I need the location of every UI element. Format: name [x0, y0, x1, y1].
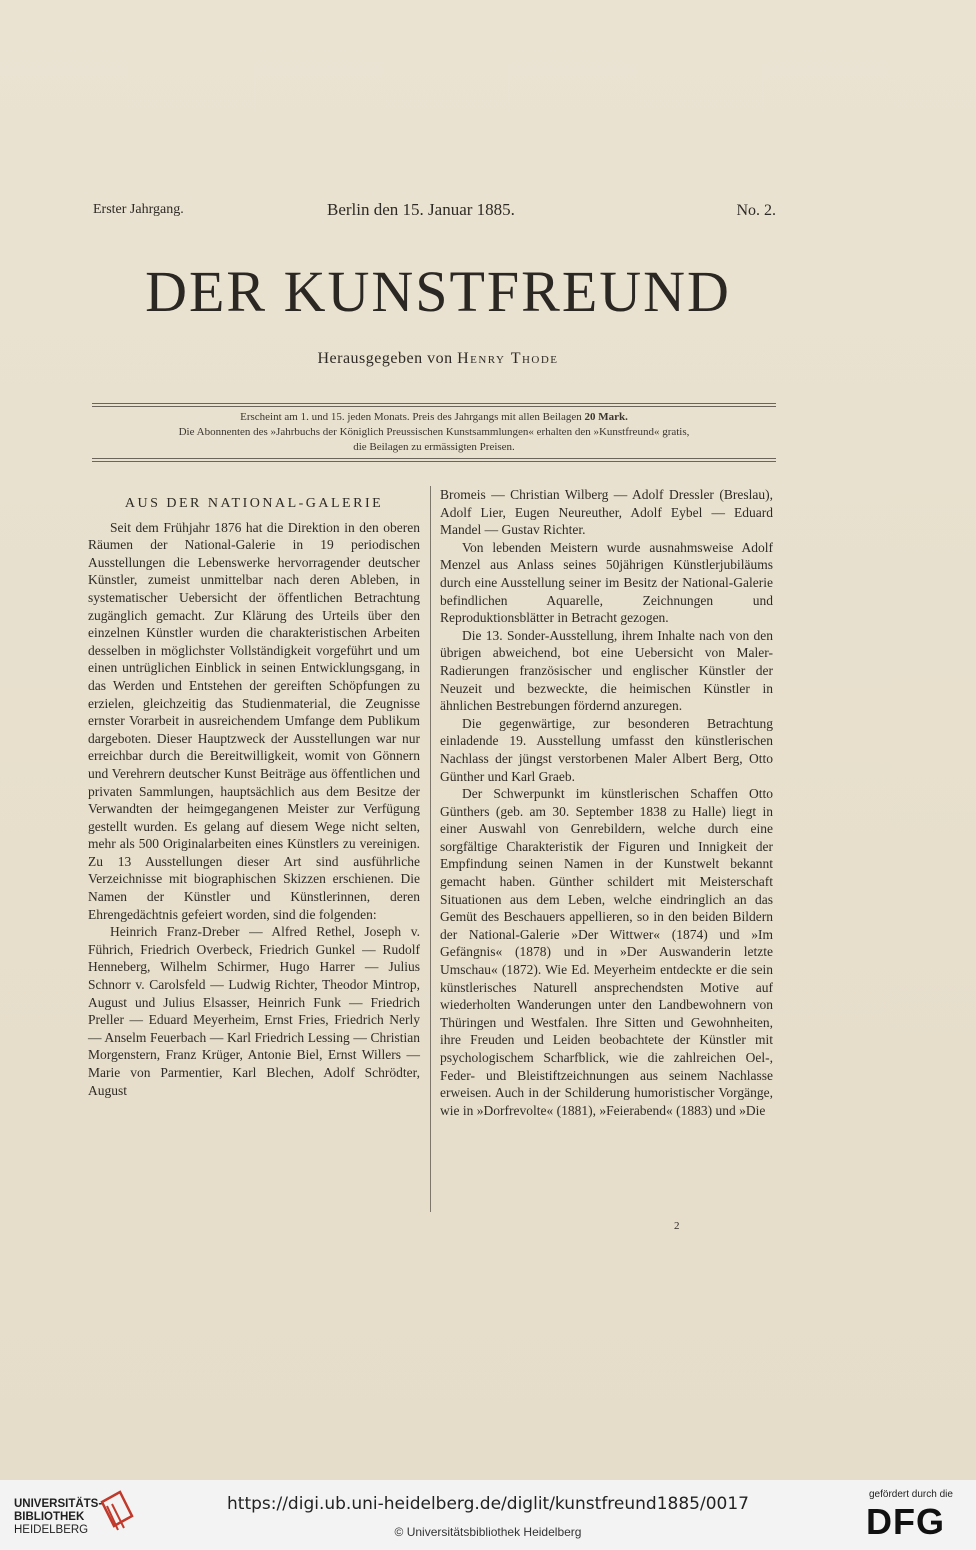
copyright-text: © Universitätsbibliothek Heidelberg [394, 1525, 582, 1539]
paragraph: Die gegenwärtige, zur besonderen Betrachtung einladende 19. Ausstellung umfasst den künstlerischen Nachlass der jüngst verstorbenen Maler Albert Berg, Otto Günther und Karl Graeb. [440, 715, 773, 784]
column-divider [430, 486, 431, 1212]
notice-text: Erscheint am 1. und 15. jeden Monats. Preis des Jahrgangs mit allen Beilagen [240, 411, 582, 423]
paragraph: Die 13. Sonder-Ausstellung, ihrem Inhalte nach von den übrigen abweichend, bot eine Uebersicht von Maler-Radierungen französischer und englischer Künstler der Neuzeit und bezweckte, die heimischen Künstler in ähnlichen Bestrebungen fördernd anzuregen. [440, 627, 773, 714]
subscription-notice [92, 410, 776, 455]
notice-price: 20 Mark. [584, 411, 628, 423]
editor-line [0, 350, 876, 368]
right-column [440, 486, 773, 1119]
dfg-logo: DFG [866, 1501, 945, 1542]
dfg-caption: gefördert durch die [869, 1489, 953, 1500]
library-line-3: HEIDELBERG [14, 1524, 89, 1536]
paragraph: Heinrich Franz-Dreber — Alfred Rethel, Joseph v. Führich, Friedrich Overbeck, Friedrich Gunkel — Rudolf Henneberg, Wilhelm Schirmer, Hugo Harrer — Julius Schnorr v. Carolsfeld — Ludwig Richter, Theodor Mintrop, August und Julius Elsasser, Heinrich Funk — Friedrich Preller — Eduard Meyerheim, Ernst Fries, Friedrich Nerly — Anselm Feuerbach — Karl Friedrich Lessing — Christian Morgenstern, Franz Krüger, Antonie Biel, Ernst Willers — Marie von Parmentier, Karl Blechen, Adolf Schrödter, August [88, 924, 420, 1098]
bottom-rule [92, 458, 776, 459]
page-number: 2 [674, 1220, 680, 1232]
paragraph: Von lebenden Meistern wurde ausnahmsweise Adolf Menzel aus Anlass seines 50jährigen Künstlerjubiläums durch eine Ausstellung seiner im Besitz der National-Galerie befindlichen Aquarelle, Zeichnungen und Reproduktionsblätter in Betracht gezogen. [440, 539, 773, 626]
viewer-footer [0, 1480, 976, 1550]
library-line-1: UNIVERSITÄTS- [14, 1498, 103, 1510]
article-heading: AUS DER NATIONAL-GALERIE [124, 496, 384, 511]
editor-prefix: Herausgegeben von [317, 350, 453, 367]
editor-name: Henry Thode [457, 350, 559, 367]
issue-date: Berlin den 15. Januar 1885. [327, 200, 515, 219]
notice-line-1 [92, 410, 776, 425]
bottom-rule-inner [92, 461, 776, 462]
library-line-2: BIBLIOTHEK [14, 1511, 85, 1523]
paragraph: Bromeis — Christian Wilberg — Adolf Dressler (Breslau), Adolf Lier, Eugen Neureuther, Adolf Eybel — Eduard Mandel — Gustav Richter. [440, 487, 773, 538]
issue-number: No. 2. [736, 202, 776, 219]
top-rule-inner [92, 406, 776, 407]
paragraph: Der Schwerpunkt im künstlerischen Schaffen Otto Günthers (geb. am 30. September 1838 zu Halle) liegt in einer Auswahl von Genrebildern, welche durch eine sorgfältige Charakteristik der Figuren und Innigkeit der Empfindung seinen Namen in der Kunstwelt bekannt gemacht haben. Günther schildert mit Meisterschaft Situationen aus dem Leben, welche eindringlich an das Gemüt des Beschauers appellieren, so in den beiden Bildern der National-Galerie »Der Wittwer« (1874) und »Im Gefängnis« (1878) und in »Der Auswanderin letzte Umschau« (1872). Wie Ed. Meyerheim entdeckte er die sein künstlerisches Naturell ansprechendsten Motive auf wiederholten Wanderungen unter den Landbewohnern von Thüringen und Westfalen. Ihre Sitten und Gewohnheiten, ihre Freuden und Leiden beobachtete der Künstler mit psychologischem Scharfblick, wie die zahlreichen Oel-, Feder- und Bleistiftzeichnungen aus seinem Nachlasse erweisen. Auch in der Schilderung humoristischer Vorgänge, wie in »Dorfrevolte« (1881), »Feierabend« (1883) und »Die [440, 786, 773, 1118]
volume-label: Erster Jahrgang. [93, 202, 184, 217]
journal-title: DER KUNSTFREUND [145, 259, 731, 324]
permalink-link[interactable]: https://digi.ub.uni-heidelberg.de/diglit/kunstfreund1885/0017 [227, 1494, 749, 1514]
paragraph: Seit dem Frühjahr 1876 hat die Direktion in den oberen Räumen der National-Galerie in 19 periodischen Ausstellungen die Lebenswerke hervorragender deutscher Künstler, zumeist unmittelbar nach deren Ableben, in systematischer Uebersicht der öffentlichen Betrachtung zugänglich gemacht. Zur Klärung des Urteils über den einzelnen Künstler wurden die charakteristischen Arbeiten desselben in möglichster Vollständigkeit vorgeführt und um einen untrüglichen Einblick in seinen Entwicklungsgang, in das Werden und Entstehen der gereiften Schöpfungen zu erzielen, gleichzeitig das Studienmaterial, die Zeugnisse ernster Vorarbeit in ausreichendem Umfange dem Publikum dargeboten. Dieser Hauptzweck der Ausstellungen war nur erreichbar durch die Bereitwilligkeit, womit von Gönnern und Verehrern deutscher Kunst Beiträge aus öffentlichen und privaten Sammlungen, hauptsächlich aus dem Besitze der Verwandten der heimgegangenen Meister zur Verfügung gestellt wurden. Es gelang auf diesem Wege nicht selten, mehr als 500 Originalarbeiten eines Künstlers zu vereinigen. Zu 13 Ausstellungen dieser Art sind ausführliche Verzeichnisse mit biographischen Skizzen erschienen. Die Namen der Künstler und Künstlerinnen, deren Ehrengedächtnis gefeiert worden, sind die folgenden: [88, 519, 420, 922]
notice-line-2: Die Abonnenten des »Jahrbuchs der Königlich Preussischen Kunstsammlungen« erhalten den »Kunstfreund« gratis, [178, 426, 690, 438]
top-rule [92, 403, 776, 404]
left-column [88, 486, 420, 1099]
notice-line-3: die Beilagen zu ermässigten Preisen. [353, 441, 515, 453]
